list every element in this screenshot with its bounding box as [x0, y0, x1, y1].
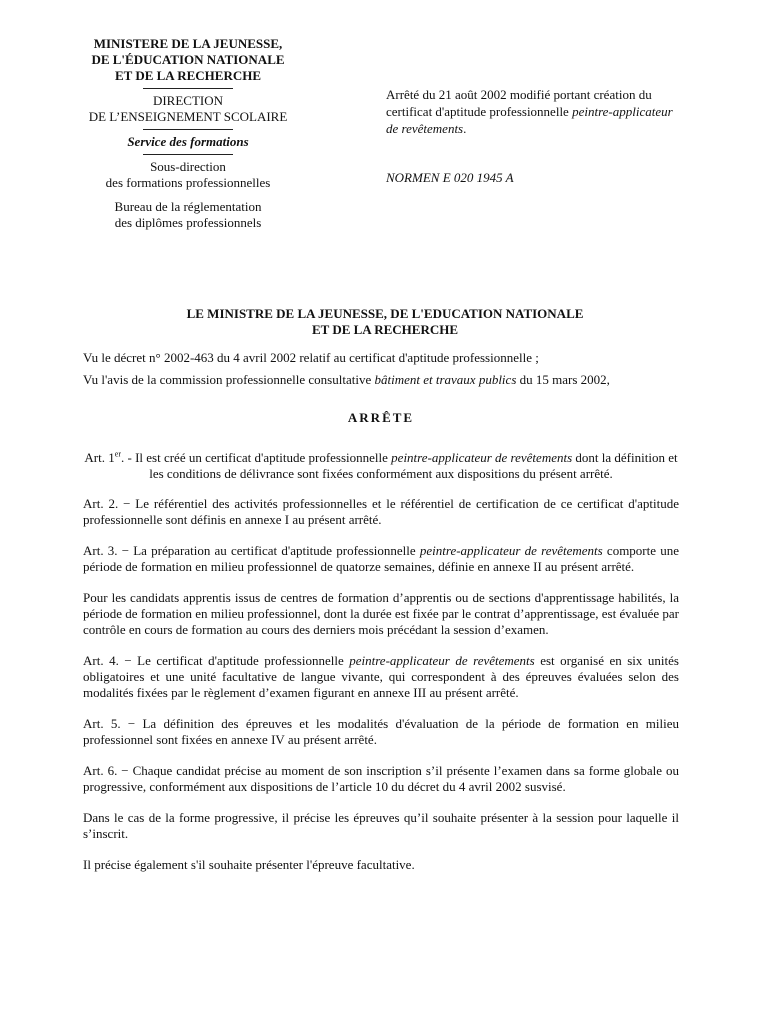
article-3-end: comporte une période de formation en milieu professionnel de quatorze semaines, définie en annexe II au présent arrêté.	[83, 543, 679, 574]
article-5: Art. 5. − La définition des épreuves et les modalités d'évaluation de la période de formation en milieu professionnel sont fixées en annexe IV au présent arrêté.	[83, 716, 679, 747]
decree-header	[386, 86, 686, 186]
article-4-diploma: peintre-applicateur de revêtements	[349, 653, 535, 668]
vu-avis-end: du 15 mars 2002,	[516, 372, 610, 387]
bureau-line2: des diplômes professionnels	[114, 215, 262, 230]
article-1-diploma: peintre-applicateur de revêtements	[391, 450, 573, 465]
vu-avis-start: Vu l'avis de la commission professionnelle consultative	[83, 372, 375, 387]
direction-line1: DIRECTION	[152, 93, 224, 108]
decree-title	[386, 86, 686, 137]
header-divider	[143, 129, 233, 130]
article-1-start: . - Il est créé un certificat d'aptitude professionnelle	[120, 450, 392, 465]
ministry-name-line3: ET DE LA RECHERCHE	[114, 68, 262, 83]
apprentis-paragraph: Pour les candidats apprentis issus de centres de formation d’apprentis ou de sections d'apprentissage habilités, la période de formation en milieu professionnel, dont la durée est fixée par le contrat d’apprentissage, est évaluée par contrôle en cours de formation au cours des derniers mois précédant la session d’examen.	[83, 590, 679, 637]
header-divider	[143, 154, 233, 155]
vu-avis-commission: bâtiment et travaux publics	[374, 372, 517, 387]
article-4-end: est organisé en six unités obligatoires et une unité facultative de langue vivante, qui correspondent à des épreuves évaluées selon des modalités fixées par le règlement d’examen figurant en annexe III au présent arrêté.	[83, 653, 679, 700]
arrete-heading: ARRÊTE	[347, 410, 415, 425]
vu-decret: Vu le décret n° 2002-463 du 4 avril 2002 relatif au certificat d'aptitude professionnelle ;	[83, 350, 539, 365]
article-3-diploma: peintre-applicateur de revêtements	[419, 543, 603, 558]
subdirection-line1: Sous-direction	[150, 159, 226, 174]
header-divider	[143, 88, 233, 89]
article-1-sup: er	[114, 449, 121, 459]
bureau-line1: Bureau de la réglementation	[114, 199, 262, 214]
decree-title-diploma: peintre-applicateur de revêtements	[386, 104, 673, 136]
ministry-name-line1: MINISTERE DE LA JEUNESSE,	[93, 36, 283, 51]
progressive-paragraph: Dans le cas de la forme progressive, il précise les épreuves qu’il souhaite présenter à la session pour laquelle il s’inscrit.	[83, 810, 679, 841]
article-3-start: Art. 3. − La préparation au certificat d'aptitude professionnelle	[83, 543, 420, 558]
article-6: Art. 6. − Chaque candidat précise au moment de son inscription s’il présente l’examen dans sa forme globale ou progressive, conformément aux dispositions de l’article 10 du décret du 4 avril 2002 susvisé.	[83, 763, 679, 794]
decree-body	[83, 350, 679, 888]
article-1-label: Art. 1	[84, 450, 115, 465]
minister-title-line1: LE MINISTRE DE LA JEUNESSE, DE L'EDUCATION NATIONALE	[186, 306, 584, 321]
article-4	[83, 653, 679, 701]
decree-reference: NORMEN E 020 1945 A	[386, 170, 514, 185]
article-1	[83, 450, 679, 482]
minister-title	[80, 306, 690, 338]
article-4-start: Art. 4. − Le certificat d'aptitude professionnelle	[83, 653, 350, 668]
decree-title-text: Arrêté du 21 août 2002 modifié portant création du certificat d'aptitude professionnelle	[386, 87, 652, 119]
ministry-header	[72, 36, 304, 231]
decree-title-end: .	[463, 121, 467, 136]
facultative-paragraph: Il précise également s'il souhaite présenter l'épreuve facultative.	[83, 857, 415, 872]
ministry-name-line2: DE L'ÉDUCATION NATIONALE	[91, 52, 285, 67]
article-2: Art. 2. − Le référentiel des activités professionnelles et le référentiel de certification de ce certificat d'aptitude professionnelle sont définis en annexe I au présent arrêté.	[83, 496, 679, 527]
service-name: Service des formations	[127, 134, 249, 149]
direction-line2: DE L’ENSEIGNEMENT SCOLAIRE	[88, 109, 288, 124]
minister-title-line2: ET DE LA RECHERCHE	[311, 322, 459, 337]
vu-avis	[83, 372, 679, 388]
article-1-end: dont la définition et les conditions de délivrance sont fixées conformément aux dispositions du présent arrêté.	[149, 450, 678, 481]
subdirection-line2: des formations professionnelles	[105, 175, 271, 190]
article-3	[83, 543, 679, 575]
